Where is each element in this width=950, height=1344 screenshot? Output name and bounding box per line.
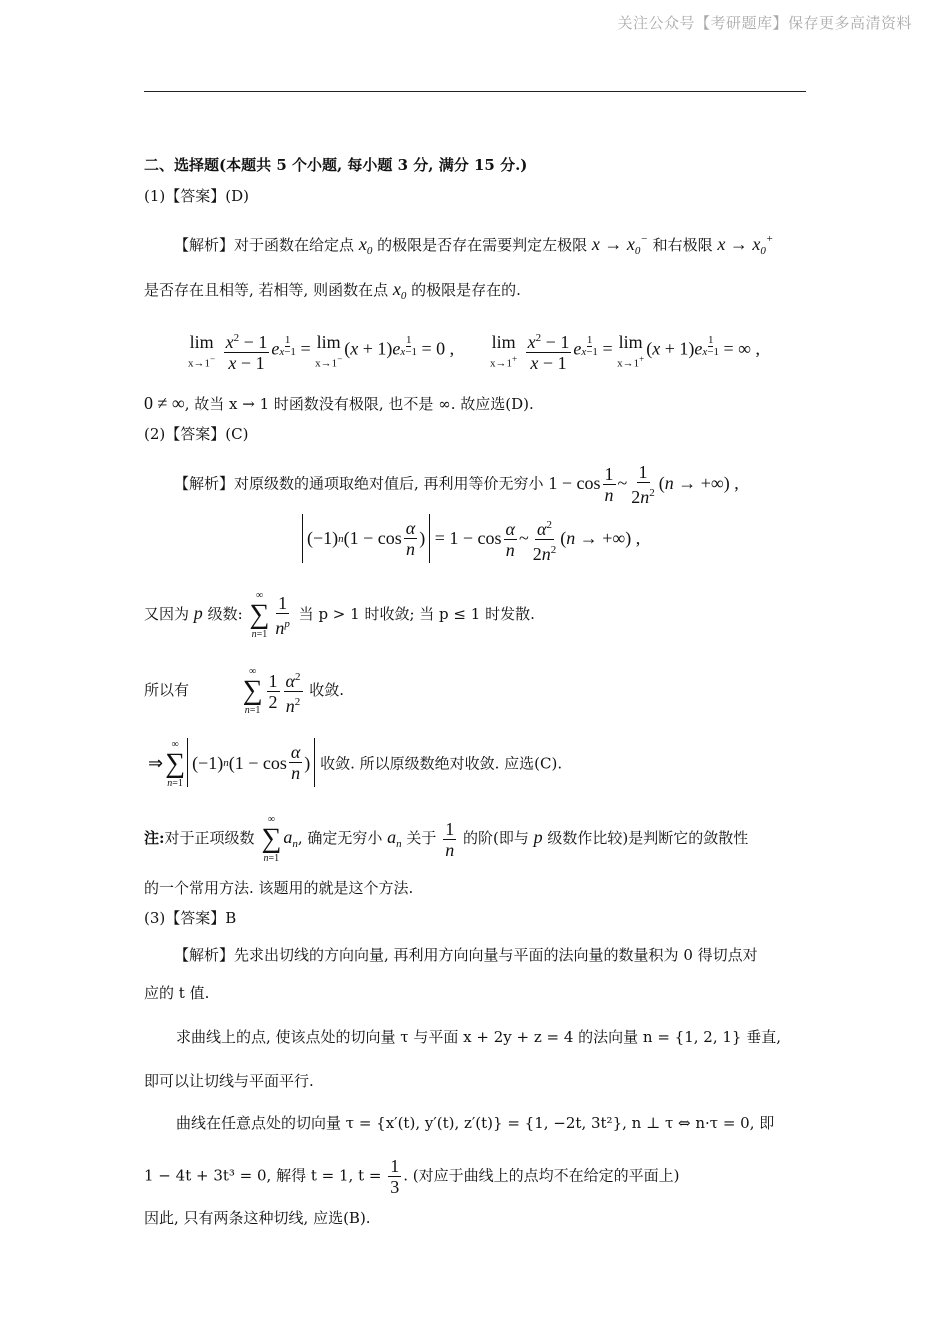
header-rule xyxy=(144,91,806,92)
q2-final xyxy=(148,738,562,789)
section-title: 二、选择题(本题共 5 个小题, 每小题 3 分, 满分 15 分.) xyxy=(144,156,528,174)
watermark: 关注公众号【考研题库】保存更多高清资料 xyxy=(617,14,912,32)
q2-note: 注:对于正项级数 ∞ ∑ n=1 $a_n$, 确定无穷小 $a_n$ 关于 $\frac{1}{n}$ 的阶(即与 p 级数作比较)是判断它的敛散性 xyxy=(144,814,749,864)
math-alpha-series: ∞ ∑ n=1 $\frac{1}{2}$ $\frac{\alpha^2}{n^2}$ xyxy=(242,666,301,716)
q3-answer: (3)【答案】B xyxy=(144,909,237,927)
math-abs-series: ⇒ ∞ ∑ n=1 (−1) n (1 − cos $\frac{\alpha}{n}$ ) xyxy=(148,753,315,773)
q2-pseries-b: 级数: xyxy=(207,605,243,623)
q2-note-line2: 的一个常用方法. 该题用的就是这个方法. xyxy=(144,879,414,897)
q1-analysis-line1 xyxy=(174,229,773,261)
math-pseries-sum: ∞ ∑ n=1 $\frac{1}{n^p}$ xyxy=(249,590,290,640)
q2-abs-formula: (−1) n (1 − cos $\frac{\alpha}{n}$ ) = 1 − cos $\frac{\alpha}{n}$ ~ $\frac{\alpha^2}{2n^2}$ (n → +∞) , xyxy=(302,514,640,564)
q1-formula-left: lim x→1− $\frac{x^2 - 1}{x - 1}$ e $\frac{1}{x-1}$ = lim x→1− (x + 1)e $\frac{1}{x-1}$ = 0 , xyxy=(188,328,454,373)
q3-final: 因此, 只有两条这种切线, 应选(B). xyxy=(144,1209,371,1227)
q2-pseries-a: 又因为 xyxy=(144,605,190,623)
q2-final-text: 收敛. 所以原级数绝对收敛. 应选(C). xyxy=(320,754,563,773)
q3-analysis-line2: 应的 t 值. xyxy=(144,984,210,1002)
q2-converge: 收敛. xyxy=(309,681,345,700)
q1-analysis-text-2b: 的极限是存在的. xyxy=(411,281,521,299)
math-p-2: p xyxy=(533,827,543,848)
q2-analysis-text: 对原级数的通项取绝对值后, 再利用等价无穷小 xyxy=(234,474,544,493)
math-x0-2: $x_0$ xyxy=(392,279,407,302)
q2-analysis-line1 xyxy=(174,462,739,507)
q1-answer: (1)【答案】(D) xyxy=(144,187,249,205)
q3-para2-line2: 1 − 4t + 3t³ = 0, 解得 t = 1, t = $\frac{1}{3}$ . (对应于曲线上的点均不在给定的平面上) xyxy=(144,1156,680,1197)
q3-analysis-line1: 【解析】先求出切线的方向向量, 再利用方向向量与平面的法向量的数量积为 0 得切点对 xyxy=(174,946,758,964)
q1-analysis-text-c: 和右极限 xyxy=(652,236,713,254)
analysis-tag: 【解析】 xyxy=(174,236,235,254)
math-an-series: ∞ ∑ n=1 $a_n$ xyxy=(261,814,298,864)
note-label: 注: xyxy=(144,829,165,848)
q2-pseries xyxy=(144,590,535,640)
q1-analysis-text-b: 的极限是否存在需要判定左极限 xyxy=(377,236,588,254)
analysis-tag: 【解析】 xyxy=(174,946,235,964)
math-zero-neq-inf: 0 ≠ ∞ xyxy=(144,393,185,413)
math-left-limit: $x \to x_0^-$ xyxy=(591,233,648,257)
math-one-over-n: $\frac{1}{n}$ xyxy=(445,818,455,860)
q3-para1-line2: 即可以让切线与平面平行. xyxy=(144,1072,314,1090)
q2-pseries-c: 当 p > 1 时收敛; 当 p ≤ 1 时发散. xyxy=(298,605,535,623)
math-equiv: 1 − cos $\frac{1}{n}$ ~ $\frac{1}{2n^2}$ (n → +∞) , xyxy=(548,462,739,507)
q2-hence xyxy=(144,666,344,716)
q3-para2-line1: 曲线在任意点处的切向量 τ = {x′(t), y′(t), z′(t)} = {1, −2t, 3t²}, n ⊥ τ ⇔ n·τ = 0, 即 xyxy=(176,1114,775,1132)
q3-para1-line1: 求曲线上的点, 使该点处的切向量 τ 与平面 x + 2y + z = 4 的法向量 n = {1, 2, 1} 垂直, xyxy=(176,1028,782,1046)
math-x0: $x_0$ xyxy=(358,234,373,257)
q1-analysis-line2 xyxy=(144,279,521,306)
q2-answer: (2)【答案】(C) xyxy=(144,425,249,443)
q2-hence-label: 所以有 xyxy=(144,681,190,700)
math-one-third: $\frac{1}{3}$ xyxy=(390,1156,400,1197)
q1-conclusion: 0 ≠ ∞, 故当 x → 1 时函数没有极限, 也不是 ∞. 故应选(D). xyxy=(144,393,534,413)
analysis-tag: 【解析】 xyxy=(174,474,235,493)
q1-analysis-text-a: 对于函数在给定点 xyxy=(234,236,355,254)
math-p: p xyxy=(193,603,203,623)
math-right-limit: $x \to x_0^+$ xyxy=(717,233,774,257)
q1-formula-right: lim x→1+ $\frac{x^2 - 1}{x - 1}$ e $\frac{1}{x-1}$ = lim x→1+ (x + 1)e $\frac{1}{x-1}$ = ∞ , xyxy=(490,328,760,373)
q1-analysis-text-2a: 是否存在且相等, 若相等, 则函数在点 xyxy=(144,281,389,299)
math-an: $a_n$ xyxy=(387,827,402,851)
